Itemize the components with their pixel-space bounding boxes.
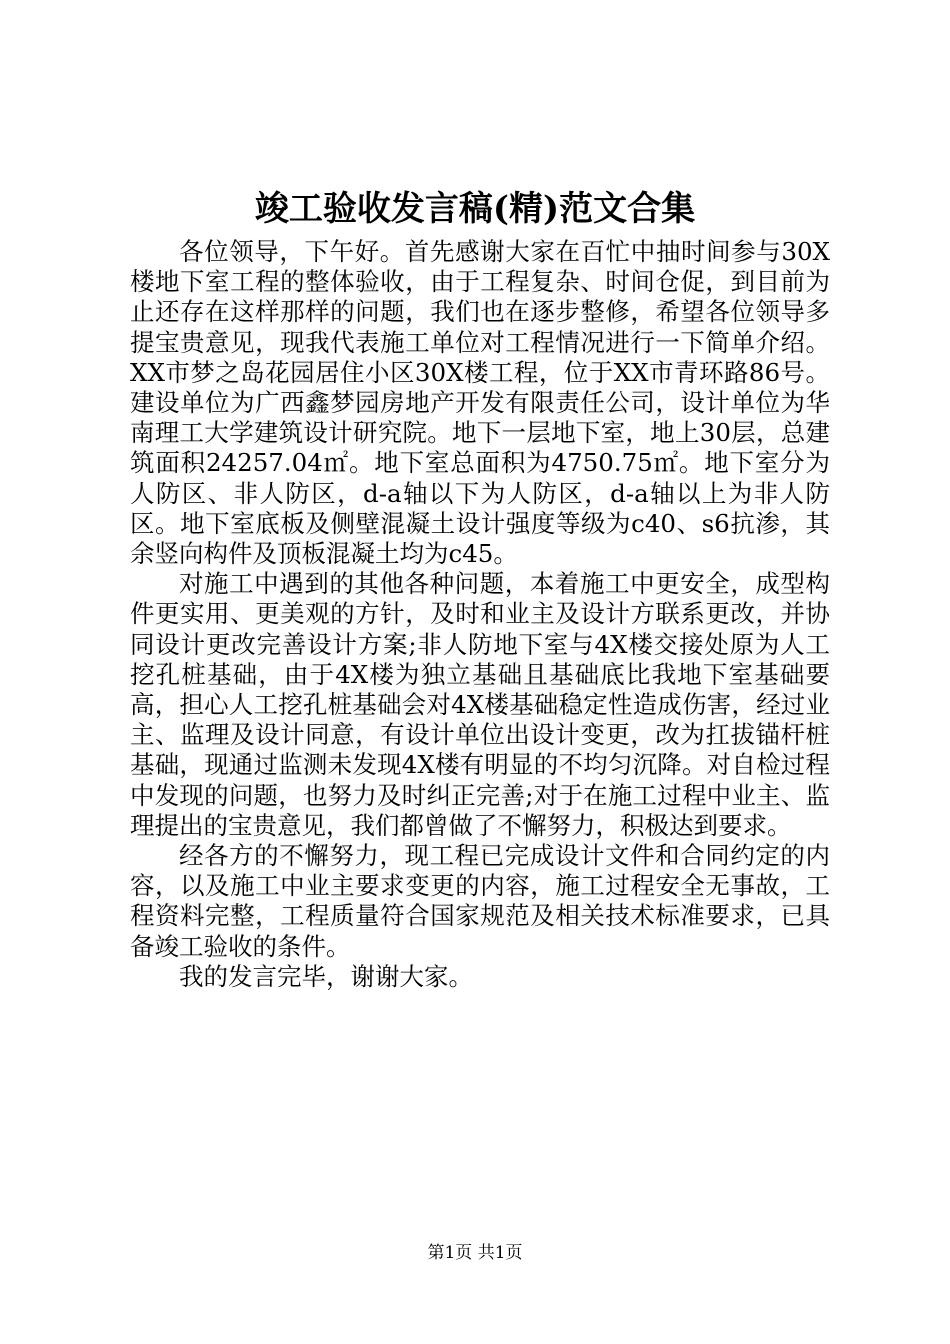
page-number-footer: 第1页 共1页 xyxy=(427,1243,523,1263)
paragraph-problems: 对施工中遇到的其他各种问题，本着施工中更安全，成型构件更实用、更美观的方针，及时和业主及设计方联系更改，并协同设计更改完善设计方案;非人防地下室与4X楼交接处原为人工挖孔桩基础，由于4X楼为独立基础且基础底比我地下室基础要高，担心人工挖孔桩基础会对4X楼基础稳定性造成伤害，经过业主、监理及设计同意，有设计单位出设计变更，改为扛拔锚杆桩基础，现通过监测未发现4X楼有明显的不均匀沉降。对自检过程中发现的问题，也努力及时纠正完善;对于在施工过程中业主、监理提出的宝贵意见，我们都曾做了不懈努力，积极达到要求。 xyxy=(130,569,830,840)
paragraph-intro: 各位领导，下午好。首先感谢大家在百忙中抽时间参与30X楼地下室工程的整体验收，由于工程复杂、时间仓促，到目前为止还存在这样那样的问题，我们也在逐步整修，希望各位领导多提宝贵意见，现我代表施工单位对工程情况进行一下简单介绍。XX市梦之岛花园居住小区30X楼工程，位于XX市青环路86号。建设单位为广西鑫梦园房地产开发有限责任公司，设计单位为华南理工大学建筑设计研究院。地下一层地下室，地上30层，总建筑面积24257.04㎡。地下室总面积为4750.75㎡。地下室分为人防区、非人防区，d-a轴以下为人防区，d-a轴以上为非人防区。地下室底板及侧壁混凝土设计强度等级为c40、s6抗渗，其余竖向构件及顶板混凝土均为c45。 xyxy=(130,237,830,569)
paragraph-closing: 我的发言完毕，谢谢大家。 xyxy=(179,961,473,991)
paragraph-completion: 经各方的不懈努力，现工程已完成设计文件和合同约定的内容，以及施工中业主要求变更的内容，施工过程安全无事故，工程资料完整，工程质量符合国家规范及相关技术标准要求，已具备竣工验收的条件。 xyxy=(130,841,830,961)
document-title: 竣工验收发言稿(精)范文合集 xyxy=(254,189,696,229)
document-body xyxy=(130,237,830,992)
